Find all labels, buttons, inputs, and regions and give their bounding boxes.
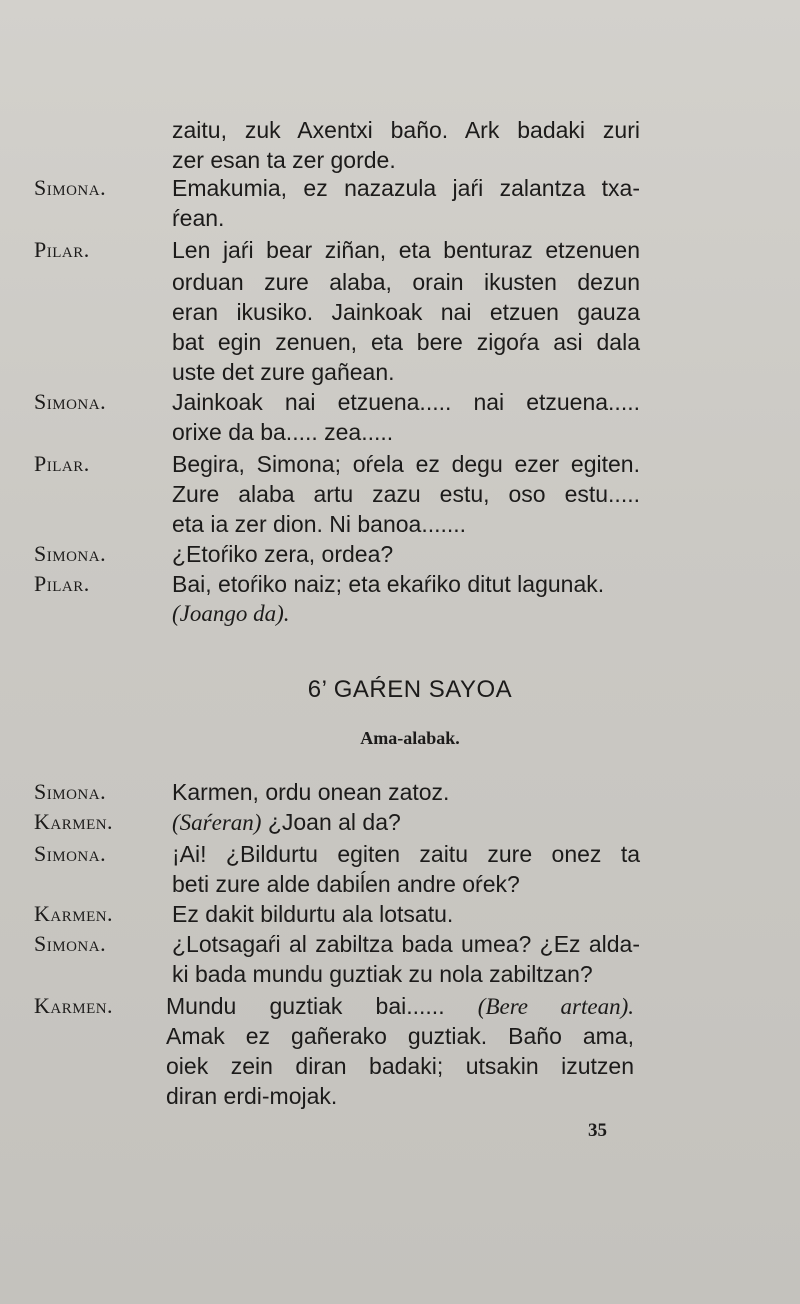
- stage-direction: (Saŕeran): [172, 810, 262, 835]
- speaker-name: Pilar.: [34, 571, 90, 596]
- dialogue-text: Bai, etoŕiko naiz; eta ekaŕiko ditut lagunak.: [172, 571, 605, 597]
- dialogue-text: Amak ez gañerako guztiak. Baño ama,: [166, 1023, 634, 1049]
- dialogue-text: ŕean.: [172, 205, 225, 231]
- dialogue-line: [0, 990, 800, 1022]
- dialogue-line: [0, 386, 800, 418]
- dialogue-line: [0, 326, 800, 358]
- speaker-name: Karmen.: [34, 993, 114, 1018]
- dialogue-line: [0, 538, 800, 570]
- dialogue-line: [0, 202, 800, 234]
- speaker-name: Pilar.: [34, 451, 90, 476]
- speaker-name: Simona.: [34, 175, 107, 200]
- dialogue-line: [0, 1080, 800, 1112]
- dialogue-text: orduan zure alaba, orain ikusten dezun: [172, 269, 640, 295]
- dialogue-line: [0, 806, 800, 838]
- dialogue-fragment: Mundu guztiak bai......: [166, 993, 478, 1019]
- dialogue-text: [172, 806, 640, 839]
- dialogue-fragment: ¿Joan al da?: [261, 809, 401, 835]
- stage-direction: (Joango da).: [172, 601, 290, 626]
- speaker-name: Simona.: [34, 541, 107, 566]
- dialogue-line: [0, 296, 800, 328]
- speaker-name: Simona.: [34, 389, 107, 414]
- dialogue-text: eran ikusiko. Jainkoak nai etzuen gauza: [172, 299, 640, 325]
- dialogue-text: diran erdi-mojak.: [166, 1083, 338, 1109]
- dialogue-text: bat egin zenuen, eta bere zigoŕa asi dala: [172, 329, 640, 355]
- dialogue-text: Zure alaba artu zazu estu, oso estu.....: [172, 481, 640, 507]
- dialogue-line: [0, 478, 800, 510]
- dialogue-line: [0, 114, 800, 146]
- dialogue-text: zer esan ta zer gorde.: [172, 147, 396, 173]
- speaker-name: Karmen.: [34, 901, 114, 926]
- dialogue-line: [0, 172, 800, 204]
- dialogue-text: Begira, Simona; oŕela ez degu ezer egiten.: [172, 451, 640, 477]
- dialogue-text: ki bada mundu guztiak zu nola zabiltzan?: [172, 961, 593, 987]
- dialogue-line: [0, 868, 800, 900]
- dialogue-text: ¡Ai! ¿Bildurtu egiten zaitu zure onez ta: [172, 841, 640, 867]
- dialogue-line: [0, 958, 800, 990]
- dialogue-text: Jainkoak nai etzuena..... nai etzuena.....: [172, 389, 640, 415]
- dialogue-text: Karmen, ordu onean zatoz.: [172, 779, 450, 805]
- dialogue-line: [0, 928, 800, 960]
- dialogue-line: [0, 898, 800, 930]
- speaker-name: Simona.: [34, 841, 107, 866]
- dialogue-text: [166, 990, 634, 1023]
- dialogue-line: [0, 416, 800, 448]
- dialogue-text: Emakumia, ez nazazula jaŕi zalantza txa-: [172, 175, 640, 201]
- dialogue-text: zaitu, zuk Axentxi baño. Ark badaki zuri: [172, 117, 640, 143]
- dialogue-text: ¿Etoŕiko zera, ordea?: [172, 541, 394, 567]
- dialogue-line: [0, 448, 800, 480]
- dialogue-line: [0, 568, 800, 600]
- dialogue-line: [0, 1020, 800, 1052]
- dialogue-text: beti zure alde dabiĺen andre oŕek?: [172, 871, 520, 897]
- dialogue-text: orixe da ba..... zea.....: [172, 419, 394, 445]
- speaker-name: Karmen.: [34, 809, 114, 834]
- dialogue-line: [0, 234, 800, 266]
- dialogue-text: Len jaŕi bear ziñan, eta benturaz etzenuen: [172, 237, 640, 263]
- page-number: 35: [588, 1120, 607, 1141]
- dialogue-text: ¿Lotsagaŕi al zabiltza bada umea? ¿Ez alda-: [172, 931, 640, 957]
- scene-subtitle: Ama-alabak.: [360, 728, 460, 748]
- dialogue-line: [0, 838, 800, 870]
- dialogue-text: uste det zure gañean.: [172, 359, 395, 385]
- dialogue-line: [0, 776, 800, 808]
- dialogue-line: [0, 356, 800, 388]
- dialogue-text: oiek zein diran badaki; utsakin izutzen: [166, 1053, 634, 1079]
- dialogue-line: [0, 1050, 800, 1082]
- speaker-name: Pilar.: [34, 237, 90, 262]
- dialogue-line: [0, 266, 800, 298]
- dialogue-text: eta ia zer dion. Ni banoa.......: [172, 511, 467, 537]
- dialogue-text: Ez dakit bildurtu ala lotsatu.: [172, 901, 454, 927]
- speaker-name: Simona.: [34, 931, 107, 956]
- stage-direction: (Bere artean).: [477, 994, 635, 1019]
- dialogue-line: [0, 598, 800, 630]
- scene-title: 6’ GAŔEN SAYOA: [307, 676, 513, 703]
- dialogue-line: [0, 508, 800, 540]
- speaker-name: Simona.: [34, 779, 107, 804]
